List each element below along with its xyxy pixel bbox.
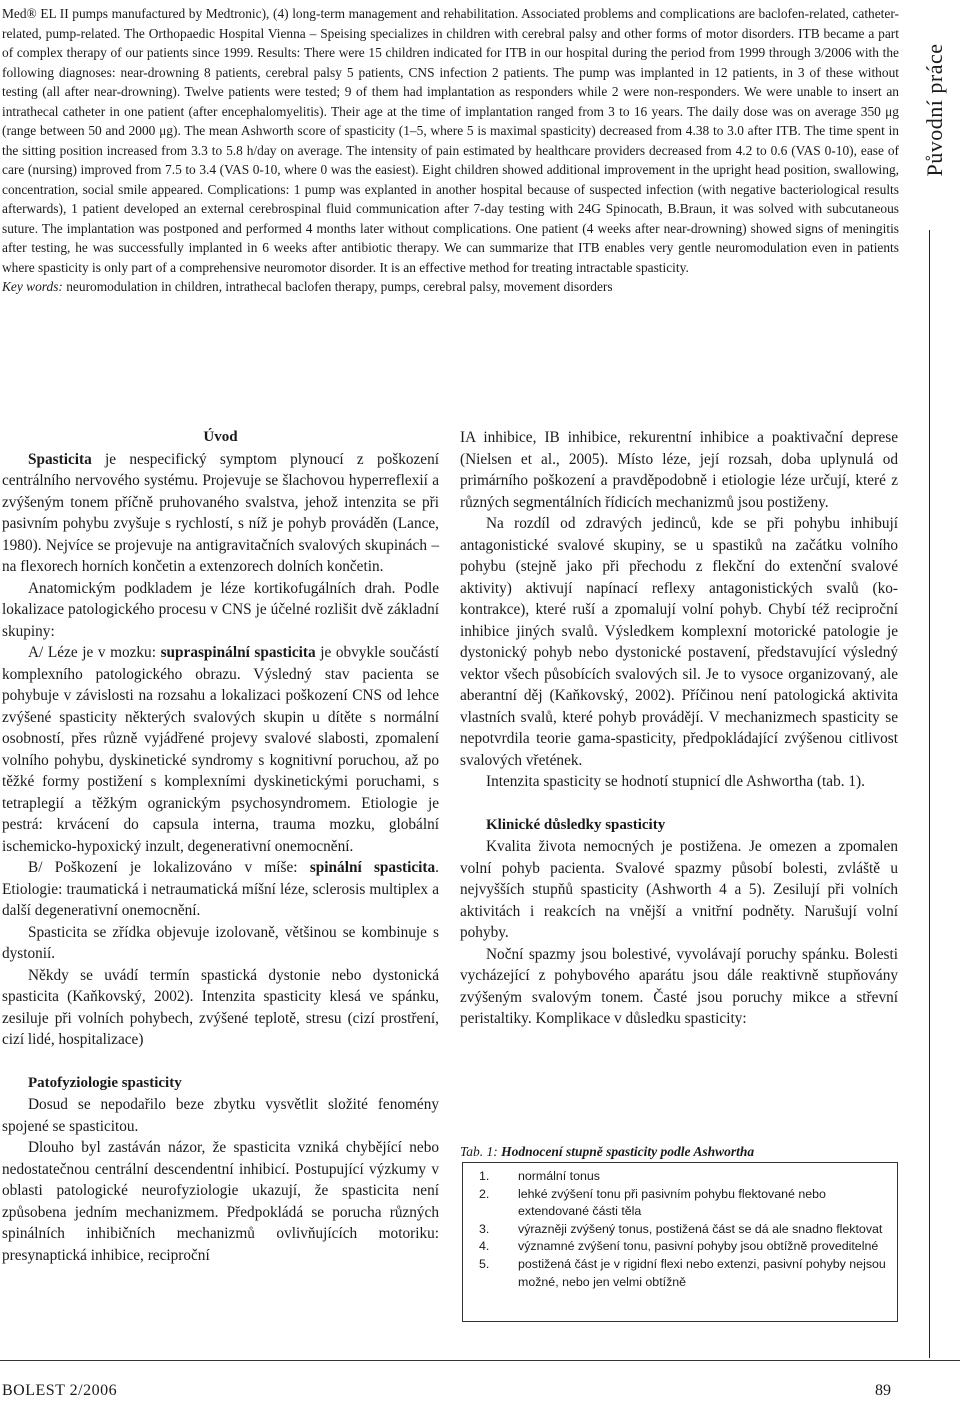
table-row-text: významné zvýšení tonu, pasivní pohyby jsou obtížně proveditelné bbox=[518, 1239, 879, 1254]
table-row-number: 3. bbox=[479, 1221, 490, 1236]
ashworth-table bbox=[462, 1162, 898, 1322]
journal-name: BOLEST 2/2006 bbox=[2, 1382, 118, 1399]
bold-term: supraspinální spasticita bbox=[160, 644, 316, 661]
table-row bbox=[463, 1256, 897, 1291]
table-row-number: 5. bbox=[479, 1256, 490, 1271]
paragraph bbox=[2, 449, 439, 578]
paragraph-text: A/ Léze je v mozku: bbox=[28, 644, 161, 661]
abstract-text: Med® EL II pumps manufactured by Medtronic), (4) long-term management and rehabilitation. Associated problems and complications are baclofen-related, catheter-related, pump-related. The Orthopaedic Hospital Vienna – Speising specializes in children with cerebral palsy and other forms of motor disorders. ITB became a part of complex therapy of our patients since 1999. Results: There were 15 children indicated for ITB in our hospital during the period from 1999 through 3/2006 with the following diagnoses: near-drowning 8 patients, cerebral palsy 5 patients, CNS infection 2 patients. The pump was implanted in 12 patients, in 3 of these without testing (all after near-drowning). Twelve patients were tested; 9 of them had implantation as responders while 2 were non-responders. We were unable to insert an intrathecal catheter in one patient (after encephalomyelitis). Their age at the time of implantation ranged from 3 to 16 years. The daily dose was on average 350 μg (range between 50 and 2000 μg). The mean Ashworth score of spasticity (1–5, where 5 is maximal spasticity) decreased from 4.38 to 3.0 after ITB. The time spent in the sitting position increased from 3.3 to 5.8 h/day on average. The intensity of pain estimated by healthcare providers decreased from 4.2 to 0.6 (VAS 0-10), ease of care (nursing) improved from 7.5 to 3.4 (VAS 0-10, where 0 was the easiest). Eight children showed additional improvement in the upright head position, swallowing, concentration, social smile appeared. Complications: 1 pump was explanted in another hospital because of suspected infection (with negative bacteriological results afterwards), 1 patient developed an external cerebrospinal fluid communication after 7-day testing with 24G Spinocath, B.Braun, it was solved with subcutaneous suture. The implantation was postponed and performed 4 months later without complications. One patient (4 weeks after near-drowning) showed signs of meningitis after testing, he was successfully implanted in 6 weeks after antibiotic therapy. We can summarize that ITB enables very gentle neuromodulation even in patients where spasticity is only part of a comprehensive neuromotor disorder. It is an effective method for treating intractable spasticity. bbox=[2, 6, 899, 275]
paragraph: Na rozdíl od zdravých jedinců, kde se při pohybu inhibují antagonistické svalové skupiny, se u spastiků na začátku volního pohybu (stejně jako při přechodu z flekční do extenční svalové aktivity) aktivují napínací reflexy antagonistických svalů (ko-kontrakce), které ruší a zpomalují volní pohyb. Chybí též reciproční inhibice jiných svalů. Výsledkem komplexní motorické patologie je dystonický pohyb nebo dystonické postavení, představující výsledný vektor všech působících svalových sil. Je to vysoce organizovaný, ale aberantní děj (Kaňkovský, 2002). Příčinou není patologická aktivita vlastních svalů, které pohyb provádějí. V mechanizmech spasticity se nepotvrdila teorie gama-spasticity, předpokládající zvýšenou citlivost svalových vřetének. bbox=[460, 515, 898, 769]
heading-patofyziologie: Patofyziologie spasticity bbox=[28, 1074, 182, 1091]
paragraph: Noční spazmy jsou bolestivé, vyvolávají poruchy spánku. Bolesti vycházející z pohybového aparátu jsou dále reaktivně stupňovány zvýšeným svalovým tonem. Časté jsou poruchy mikce a střevní peristaltiky. Komplikace v důsledku spasticity: bbox=[460, 945, 898, 1027]
paragraph: Anatomickým podkladem je léze kortikofugálních drah. Podle lokalizace patologického procesu v CNS je účelné rozlišit dvě základní skupiny: bbox=[2, 579, 439, 640]
bold-term: Spasticita bbox=[28, 450, 92, 468]
table-row bbox=[463, 1221, 897, 1239]
abstract bbox=[2, 4, 899, 297]
table-row-text: normální tonus bbox=[518, 1169, 600, 1183]
table-row bbox=[463, 1238, 897, 1256]
table-row-number: 4. bbox=[479, 1239, 490, 1254]
footer-rule bbox=[0, 1360, 960, 1361]
table-row bbox=[463, 1186, 897, 1221]
paragraph: Dosud se nepodařilo beze zbytku vysvětlit složité fenomény spojené se spasticitou. bbox=[2, 1096, 439, 1135]
table-row-text: postižená část je v rigidní flexi nebo extenzi, pasivní pohyby nejsou možné, nebo jen velmi obtížně bbox=[518, 1256, 886, 1289]
paragraph: Dlouho byl zastáván názor, že spasticita vzniká chybějící nebo nedostatečnou centrální descendentní inhibicí. Postupující výzkumy v oblasti patologické neurofyziologie ukazují, že spasticita není způsobena jedním mechanizmem. Předpokládá se porucha různých spinálních inhibičních mechanizmů ovlivňujících motoriku: presynaptická inhibice, reciproční bbox=[2, 1139, 439, 1264]
paragraph: Intenzita spasticity se hodnotí stupnicí dle Ashwortha (tab. 1). bbox=[486, 773, 865, 790]
heading-uvod: Úvod bbox=[203, 429, 238, 445]
paragraph bbox=[2, 642, 439, 857]
spacer bbox=[2, 1051, 439, 1073]
paragraph: Spasticita se zřídka objevuje izolovaně, většinou se kombinuje s dystonií. bbox=[2, 923, 439, 962]
side-rule bbox=[929, 230, 930, 1358]
table-row-number: 2. bbox=[479, 1186, 490, 1201]
paragraph: IA inhibice, IB inhibice, rekurentní inhibice a poaktivační deprese (Nielsen et al., 2005). Místo léze, její rozsah, doba uplynulá od primárního poškození a pravděpodobně i etiologie léze určují, které z různých segmentálních řídicích mechanizmů jsou postiženy. bbox=[460, 429, 898, 511]
table-row-number: 1. bbox=[479, 1169, 490, 1183]
keywords-label: Key words: bbox=[2, 279, 63, 294]
right-column bbox=[460, 427, 898, 1030]
paragraph: Kvalita života nemocných je postižena. Je omezen a zpomalen volní pohyb pacienta. Svalové spazmy působí bolesti, zvláště u nejvyšších stupňů spasticity (Ashworth 4 a 5). Zesilují při volních aktivitách i reakcích na vnější a vnitřní podněty. Narušují volní pohyby. bbox=[460, 838, 898, 941]
table-row-text: lehké zvýšení tonu při pasivním pohybu flektované nebo extendované části těla bbox=[518, 1186, 826, 1219]
keywords-text: neuromodulation in children, intrathecal baclofen therapy, pumps, cerebral palsy, movement disorders bbox=[66, 279, 613, 294]
paragraph-text: . Etiologie: traumatická i netraumatická míšní léze, sclerosis multiplex a další degenerativní onemocnění. bbox=[2, 859, 439, 919]
paragraph-text: je obvykle součástí komplexního patologického obrazu. Výsledný stav pacienta se pohybuje v závislosti na rozsahu a lokalizaci poškození CNS od lehce zvýšené spasticity některých svalových skupin u dítěte s normální osobností, přes různě vyjádřené projevy svalové slabosti, zpomalení volního pohybu, dyskinetické syndromy s kognitivní poruchou, až po těžké formy postižení s komplexními dyskinetickými poruchami, s tetraplegií a těžkým ogranickým psychosyndromem. Etiologie je pestrá: krvácení do capsula interna, trauma mozku, globální ischemicko-hypoxický inzult, degenerativní onemocnění. bbox=[2, 644, 440, 855]
table-row-text: výrazněji zvýšený tonus, postižená část se dá ale snadno flektovat bbox=[518, 1221, 883, 1236]
table-caption bbox=[460, 1144, 754, 1160]
paragraph-text: je nespecifický symptom plynoucí z poškození centrálního nervového systému. Projevuje se šlachovou hyperreflexií a zvýšeným tonem příčně pruhovaného svalstva, jehož intenzita se při pasivním pohybu zvyšuje s rychlostí, s níž je pohyb prováděn (Lance, 1980). Nejvíce se projevuje na antigravitačních svalových skupinách – na flexorech horních končetin a extenzorech dolních končetin. bbox=[2, 450, 439, 575]
spacer bbox=[460, 793, 898, 815]
heading-klinicke-dusledky: Klinické důsledky spasticity bbox=[486, 816, 666, 833]
table-row bbox=[463, 1168, 897, 1186]
section-side-label-text: Původní práce bbox=[922, 43, 947, 177]
left-column bbox=[2, 427, 439, 1266]
table-caption-prefix: Tab. 1: bbox=[460, 1144, 502, 1159]
paragraph: Někdy se uvádí termín spastická dystonie nebo dystonická spasticita (Kaňkovský, 2002). Intenzita spasticity klesá ve spánku, zesiluje při volních pohybech, zvýšené teplotě, stresu (cizí prostření, cizí lidé, hospitalizace) bbox=[2, 966, 439, 1048]
section-side-label bbox=[908, 0, 960, 1360]
paragraph-text: B/ Poškození je lokalizováno v míše: bbox=[28, 859, 310, 876]
bold-term: spinální spasticita bbox=[309, 859, 436, 876]
paragraph bbox=[2, 857, 439, 922]
keywords bbox=[2, 277, 899, 297]
table-caption-title: Hodnocení stupně spasticity podle Ashwortha bbox=[501, 1144, 755, 1159]
page-number: 89 bbox=[875, 1382, 891, 1399]
